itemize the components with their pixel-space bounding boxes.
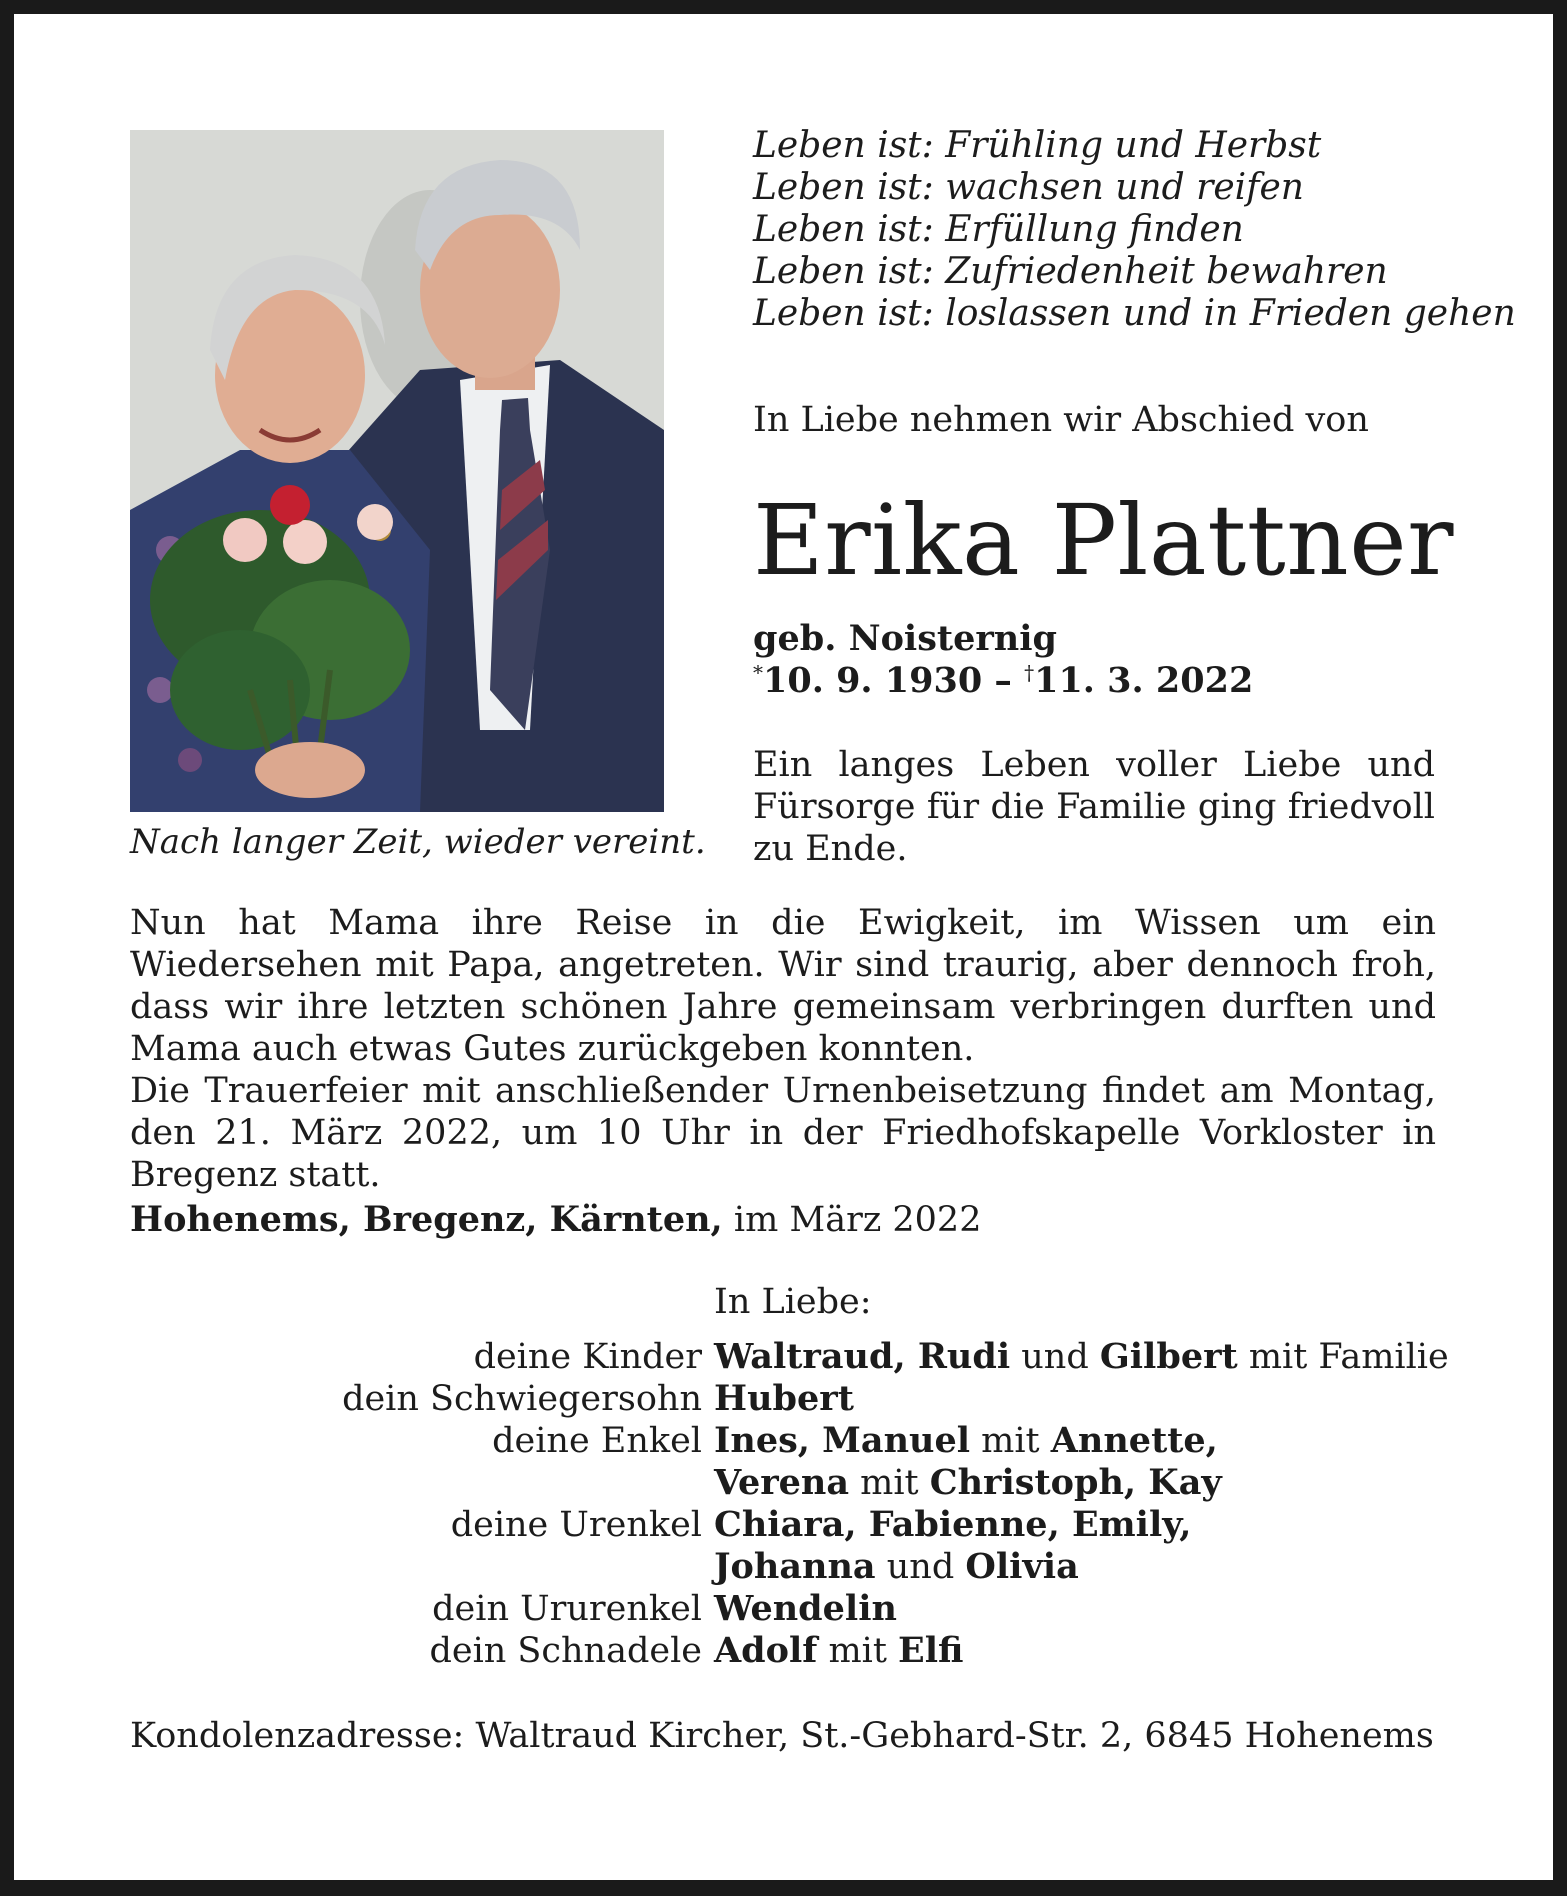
notice-body — [130, 902, 1436, 1196]
place-locations: Hohenems, Bregenz, Kärnten, — [130, 1199, 723, 1240]
family-member-name: Adolf — [714, 1630, 818, 1671]
family-role: dein Schnadele — [429, 1631, 702, 1671]
family-member-name: Olivia — [965, 1546, 1079, 1587]
family-member-name: Waltraud, Rudi — [714, 1336, 1011, 1377]
family-role: deine Kinder — [473, 1337, 702, 1377]
birth-name: geb. Noisternig — [753, 618, 1058, 659]
family-member-name: Annette, — [1050, 1420, 1218, 1461]
birth-date: 10. 9. 1930 — [763, 660, 983, 701]
poem-line: Leben ist: Zufriedenheit bewahren — [753, 251, 1388, 292]
poem-line: Leben ist: loslassen und in Frieden gehen — [753, 293, 1516, 334]
family-row — [130, 1462, 1450, 1504]
family-list — [130, 1336, 1450, 1672]
death-symbol: † — [1024, 660, 1035, 685]
family-connector: mit — [817, 1631, 899, 1671]
poem-line: Leben ist: Frühling und Herbst — [753, 125, 1322, 166]
date-separator: – — [982, 660, 1025, 701]
family-member-name: Verena — [714, 1462, 850, 1503]
family-names — [714, 1378, 854, 1420]
birth-symbol: * — [753, 660, 763, 685]
family-role: deine Enkel — [492, 1421, 702, 1461]
family-row — [130, 1546, 1450, 1588]
family-row — [130, 1378, 1450, 1420]
family-member-name: Wendelin — [714, 1588, 897, 1629]
body-paragraph: Nun hat Mama ihre Reise in die Ewigkeit, im Wissen um ein Wiedersehen mit Papa, angetreten. Wir sind traurig, aber dennoch froh, dass wir ihre letzten schönen Jahre gemeinsam verbringen durften und Mama auch etwas Gutes zurückgeben konnten. — [130, 903, 1436, 1069]
family-connector: mit Familie — [1237, 1337, 1449, 1377]
family-connector: und — [1010, 1337, 1100, 1377]
photo-caption: Nach langer Zeit, wieder vereint. — [130, 822, 706, 862]
family-member-name: Chiara, Fabienne, Emily, — [714, 1504, 1192, 1545]
family-names — [714, 1336, 1449, 1378]
family-member-name: Johanna — [714, 1546, 876, 1587]
deceased-name: Erika Plattner — [753, 484, 1454, 597]
family-connector: mit — [849, 1463, 930, 1503]
family-role — [130, 1462, 702, 1504]
family-role: deine Urenkel — [450, 1505, 702, 1545]
family-row — [130, 1630, 1450, 1672]
family-member-name: Elfi — [898, 1630, 964, 1671]
condolence-address: Kondolenzadresse: Waltraud Kircher, St.-Gebhard-Str. 2, 6845 Hohenems — [130, 1716, 1434, 1756]
family-names — [714, 1462, 1222, 1504]
family-row — [130, 1588, 1450, 1630]
family-names — [714, 1504, 1191, 1546]
family-names — [714, 1588, 897, 1630]
family-names — [714, 1630, 963, 1672]
in-love-heading: In Liebe: — [714, 1282, 872, 1322]
family-connector: und — [875, 1547, 966, 1587]
ceremony-paragraph: Die Trauerfeier mit anschließender Urnenbeisetzung findet am Montag, den 21. März 2022, um 10 Uhr in der Friedhofskapelle Vorkloster in Bregenz statt. — [130, 1071, 1436, 1195]
family-names — [714, 1546, 1079, 1588]
death-date: 11. 3. 2022 — [1034, 660, 1254, 701]
life-description: Ein langes Leben voller Liebe und Fürsorge für die Familie ging friedvoll zu Ende. — [753, 745, 1435, 869]
family-connector: mit — [970, 1421, 1051, 1461]
couple-photo — [130, 130, 664, 812]
family-member-name: Ines, Manuel — [714, 1420, 971, 1461]
family-member-name: Christoph, Kay — [929, 1462, 1222, 1503]
poem-line: Leben ist: wachsen und reifen — [753, 167, 1304, 208]
poem — [753, 125, 1516, 335]
family-row — [130, 1504, 1450, 1546]
family-member-name: Hubert — [714, 1378, 854, 1419]
place-date: im März 2022 — [733, 1200, 982, 1240]
family-row — [130, 1420, 1450, 1462]
farewell-intro: In Liebe nehmen wir Abschied von — [753, 400, 1369, 440]
family-role: dein Schwiegersohn — [342, 1379, 702, 1419]
place-and-date — [130, 1199, 981, 1240]
family-row — [130, 1336, 1450, 1378]
family-member-name: Gilbert — [1099, 1336, 1238, 1377]
family-role — [130, 1546, 702, 1588]
life-dates — [753, 660, 1253, 701]
family-role: dein Ururenkel — [432, 1589, 702, 1629]
poem-line: Leben ist: Erfüllung finden — [753, 209, 1244, 250]
family-names — [714, 1420, 1218, 1462]
